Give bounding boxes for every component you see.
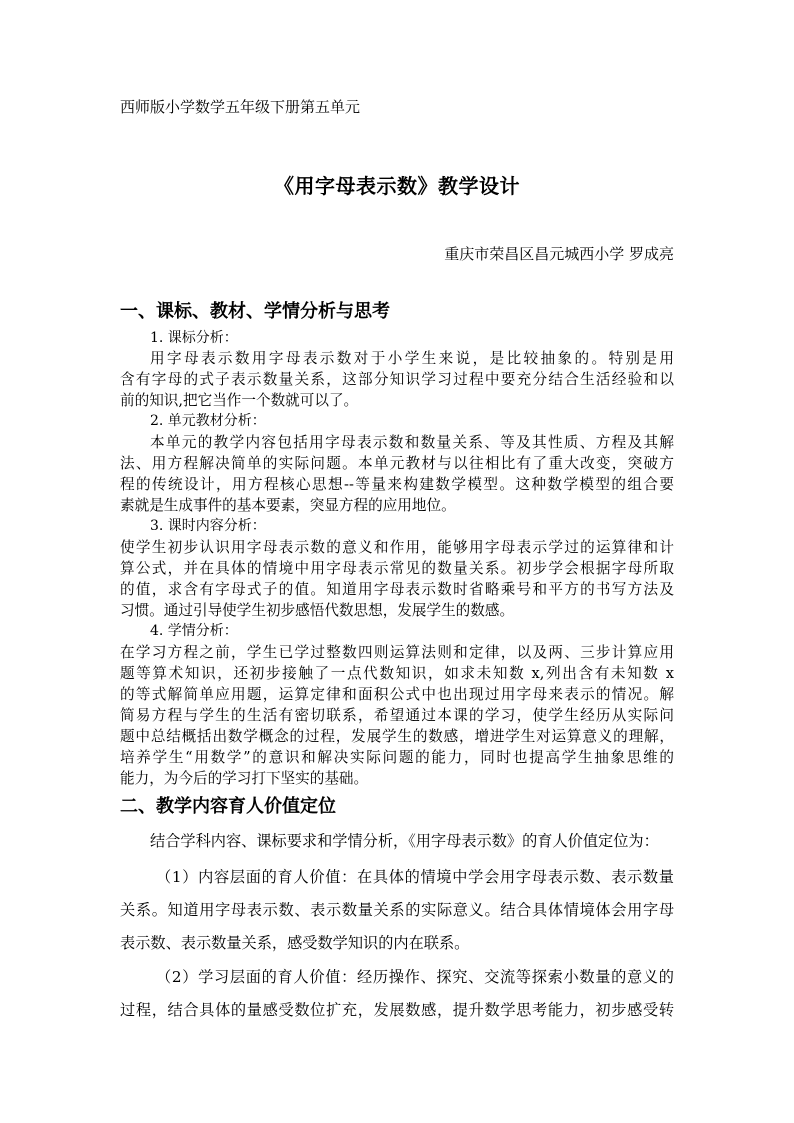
subsection-3-title: 3. 课时内容分析： [150,518,266,534]
paragraph-line: 素就是生成事件的基本要素，突显方程的应用地位。 [120,497,456,514]
document-title: 《用字母表示数》教学设计 [274,174,520,198]
paragraph-line: （1）内容层面的育人价值：在具体的情境中学会用字母表示数、表示数量 [156,868,674,886]
subsection-2-title: 2. 单元教材分析： [150,413,266,429]
paragraph-line: 题中总结概括出数学概念的过程，发展学生的数感，增进学生对运算意义的理解， [120,728,674,745]
paragraph-line: 培养学生“用数学”的意识和解决实际问题的能力，同时也提高学生抽象思维的 [120,749,674,766]
paragraph-line: 关系。知道用字母表示数、表示数量关系的实际意义。结合具体情境体会用字母 [120,901,674,919]
paragraph-line: 本单元的教学内容包括用字母表示数和数量关系、等及其性质、方程及其解 [150,434,674,451]
paragraph-line: 的等式解简单应用题，运算定律和面积公式中也出现过用字母来表示的情况。解 [120,686,674,703]
section-2-heading: 二、教学内容育人价值定位 [120,796,336,817]
paragraph-line: 算公式，并在具体的情境中用字母表示常见的数量关系。初步学会根据字母所取 [120,560,674,577]
paragraph-line: 在学习方程之前，学生已学过整数四则运算法则和定律，以及两、三步计算应用 [120,644,674,661]
subsection-4-title: 4. 学情分析： [150,623,238,639]
paragraph-line: 过程，结合具体的量感受数位扩充，发展数感，提升数学思考能力，初步感受转 [120,1001,674,1019]
paragraph-line: 能力，为今后的学习打下坚实的基础。 [120,770,369,787]
author-line: 重庆市荣昌区昌元城西小学 罗成亮 [444,245,674,263]
paragraph-line: 前的知识,把它当作一个数就可以了。 [120,392,359,409]
subsection-1-title: 1. 课标分析： [150,330,238,346]
unit-label: 西师版小学数学五年级下册第五单元 [120,98,361,116]
paragraph-line: 使学生初步认识用字母表示数的意义和作用，能够用字母表示学过的运算律和计 [120,539,674,556]
paragraph-line: 用字母表示数用字母表示数对于小学生来说，是比较抽象的。特别是用 [150,350,674,367]
paragraph-line: 简易方程与学生的生活有密切联系，希望通过本课的学习，使学生经历从实际问 [120,707,674,724]
paragraph-line: 法、用方程解决简单的实际问题。本单元教材与以往相比有了重大改变，突破方 [120,455,674,472]
paragraph-line: 习惯。通过引导使学生初步感悟代数思想，发展学生的数感。 [120,602,515,619]
paragraph-line: 含有字母的式子表示数量关系，这部分知识学习过程中要充分结合生活经验和以 [120,371,674,388]
paragraph-line: 表示数、表示数量关系，感受数学知识的内在联系。 [120,934,470,952]
paragraph-line: 的值，求含有字母式子的值。知道用字母表示数时省略乘号和平方的书写方法及 [120,581,674,598]
section-2-intro: 结合学科内容、课标要求和学情分析，《用字母表示数》的育人价值定位为： [150,832,659,850]
paragraph-line: （2）学习层面的育人价值：经历操作、探究、交流等探索小数量的意义的 [156,968,674,986]
paragraph-line: 程的传统设计，用方程核心思想--等量来构建数学模型。这种数学模型的组合要 [120,476,674,493]
paragraph-line: 题等算术知识，还初步接触了一点代数知识，如求未知数 x,列出含有未知数 x [120,665,674,682]
section-1-heading: 一、课标、教材、学情分析与思考 [120,301,390,322]
